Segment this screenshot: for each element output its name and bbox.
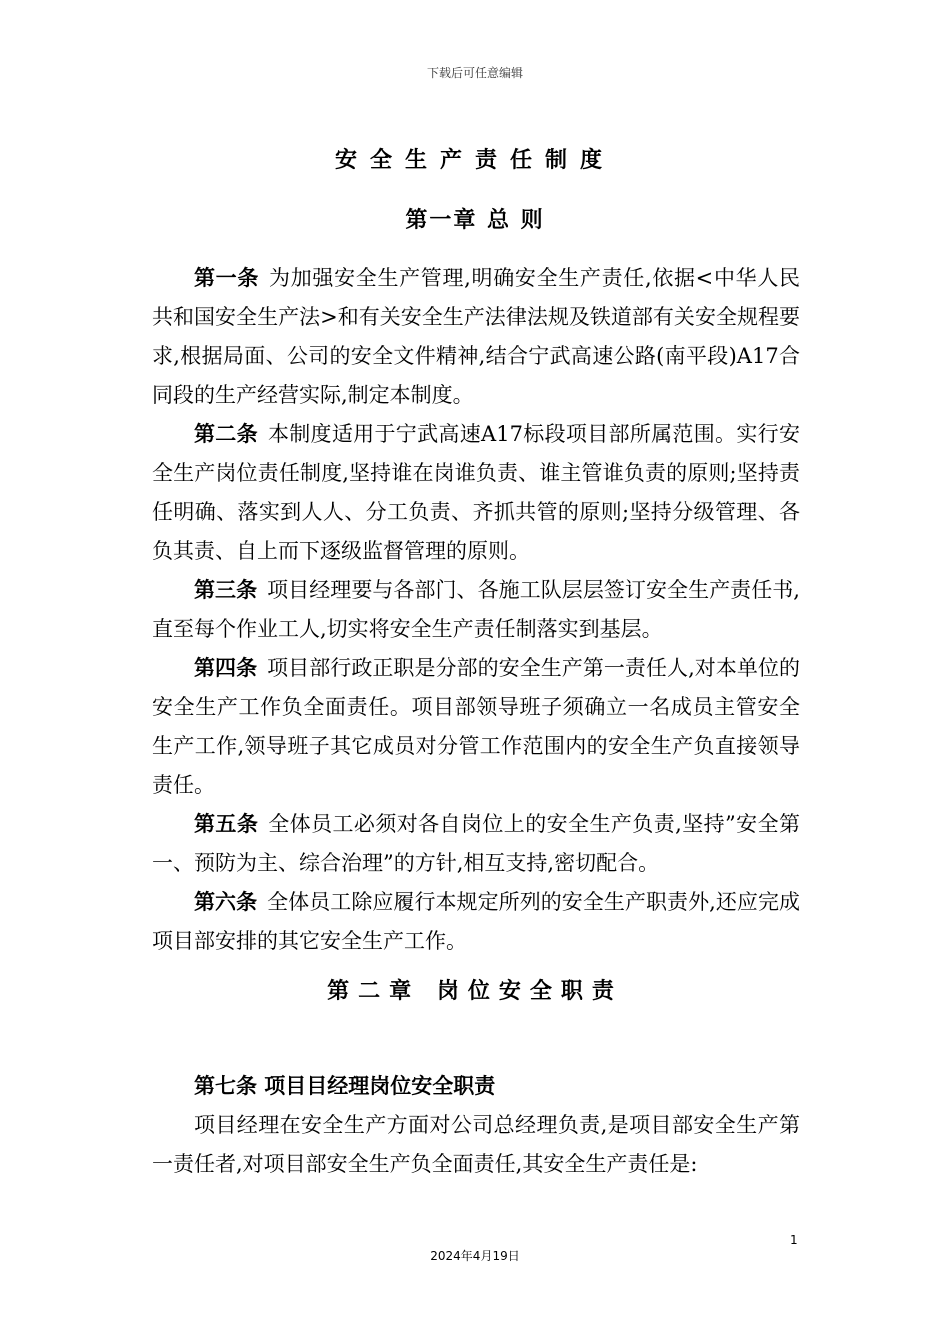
article-label: 第一条 <box>194 266 260 290</box>
chapter-2-title: 第二章 岗位安全职责 <box>327 979 623 1004</box>
article-text: 项目部行政正职是分部的安全生产第一责任人,对本单位的安全生产工作负全面责任。项目部领导班子须确立一名成员主管安全生产工作,领导班子其它成员对分管工作范围内的安全生产负直接领导责任。 <box>152 656 800 797</box>
article-text: 项目经理要与各部门、各施工队层层签订安全生产责任书,直至每个作业工人,切实将安全生产责任制落实到基层。 <box>152 578 800 641</box>
article-label: 第二条 <box>194 422 258 446</box>
article-7-text: 项目经理在安全生产方面对公司总经理负责,是项目部安全生产第一责任者,对项目部安全生产负全面责任,其安全生产责任是: <box>152 1113 800 1176</box>
article-2 <box>152 415 800 571</box>
footer-date: 2024年4月19日 <box>430 1249 520 1263</box>
chapter-1-body <box>152 259 800 961</box>
article-label: 第三条 <box>194 578 258 602</box>
article-text: 本制度适用于宁武高速A17标段项目部所属范围。实行安全生产岗位责任制度,坚持谁在岗谁负责、谁主管谁负责的原则;坚持责任明确、落实到人人、分工负责、齐抓共管的原则;坚持分级管理、各负其责、自上而下逐级监督管理的原则。 <box>152 422 800 563</box>
article-text: 全体员工必须对各自岗位上的安全生产负责,坚持”安全第一、预防为主、综合治理”的方针,相互支持,密切配合。 <box>152 812 800 875</box>
article-label: 第六条 <box>194 890 258 914</box>
article-text: 为加强安全生产管理,明确安全生产责任,依据<中华人民共和国安全生产法>和有关安全生产法律法规及铁道部有关安全规程要求,根据局面、公司的安全文件精神,结合宁武高速公路(南平段)A17合同段的生产经营实际,制定本制度。 <box>152 266 800 407</box>
article-1 <box>152 259 800 415</box>
chapter-1-title: 第一章 总 则 <box>405 208 545 233</box>
header-note: 下载后可任意编辑 <box>426 66 523 80</box>
article-7-heading: 第七条 项目目经理岗位安全职责 <box>194 1074 496 1098</box>
article-3 <box>152 571 800 649</box>
article-label: 第四条 <box>194 656 258 680</box>
document-title: 安全生产责任制度 <box>334 148 615 173</box>
article-text: 全体员工除应履行本规定所列的安全生产职责外,还应完成项目部安排的其它安全生产工作。 <box>152 890 800 953</box>
article-4 <box>152 649 800 805</box>
article-6 <box>152 883 800 961</box>
article-5 <box>152 805 800 883</box>
article-label: 第五条 <box>194 812 259 836</box>
page-number: 1 <box>790 1233 798 1247</box>
chapter-2-body <box>152 1067 800 1184</box>
